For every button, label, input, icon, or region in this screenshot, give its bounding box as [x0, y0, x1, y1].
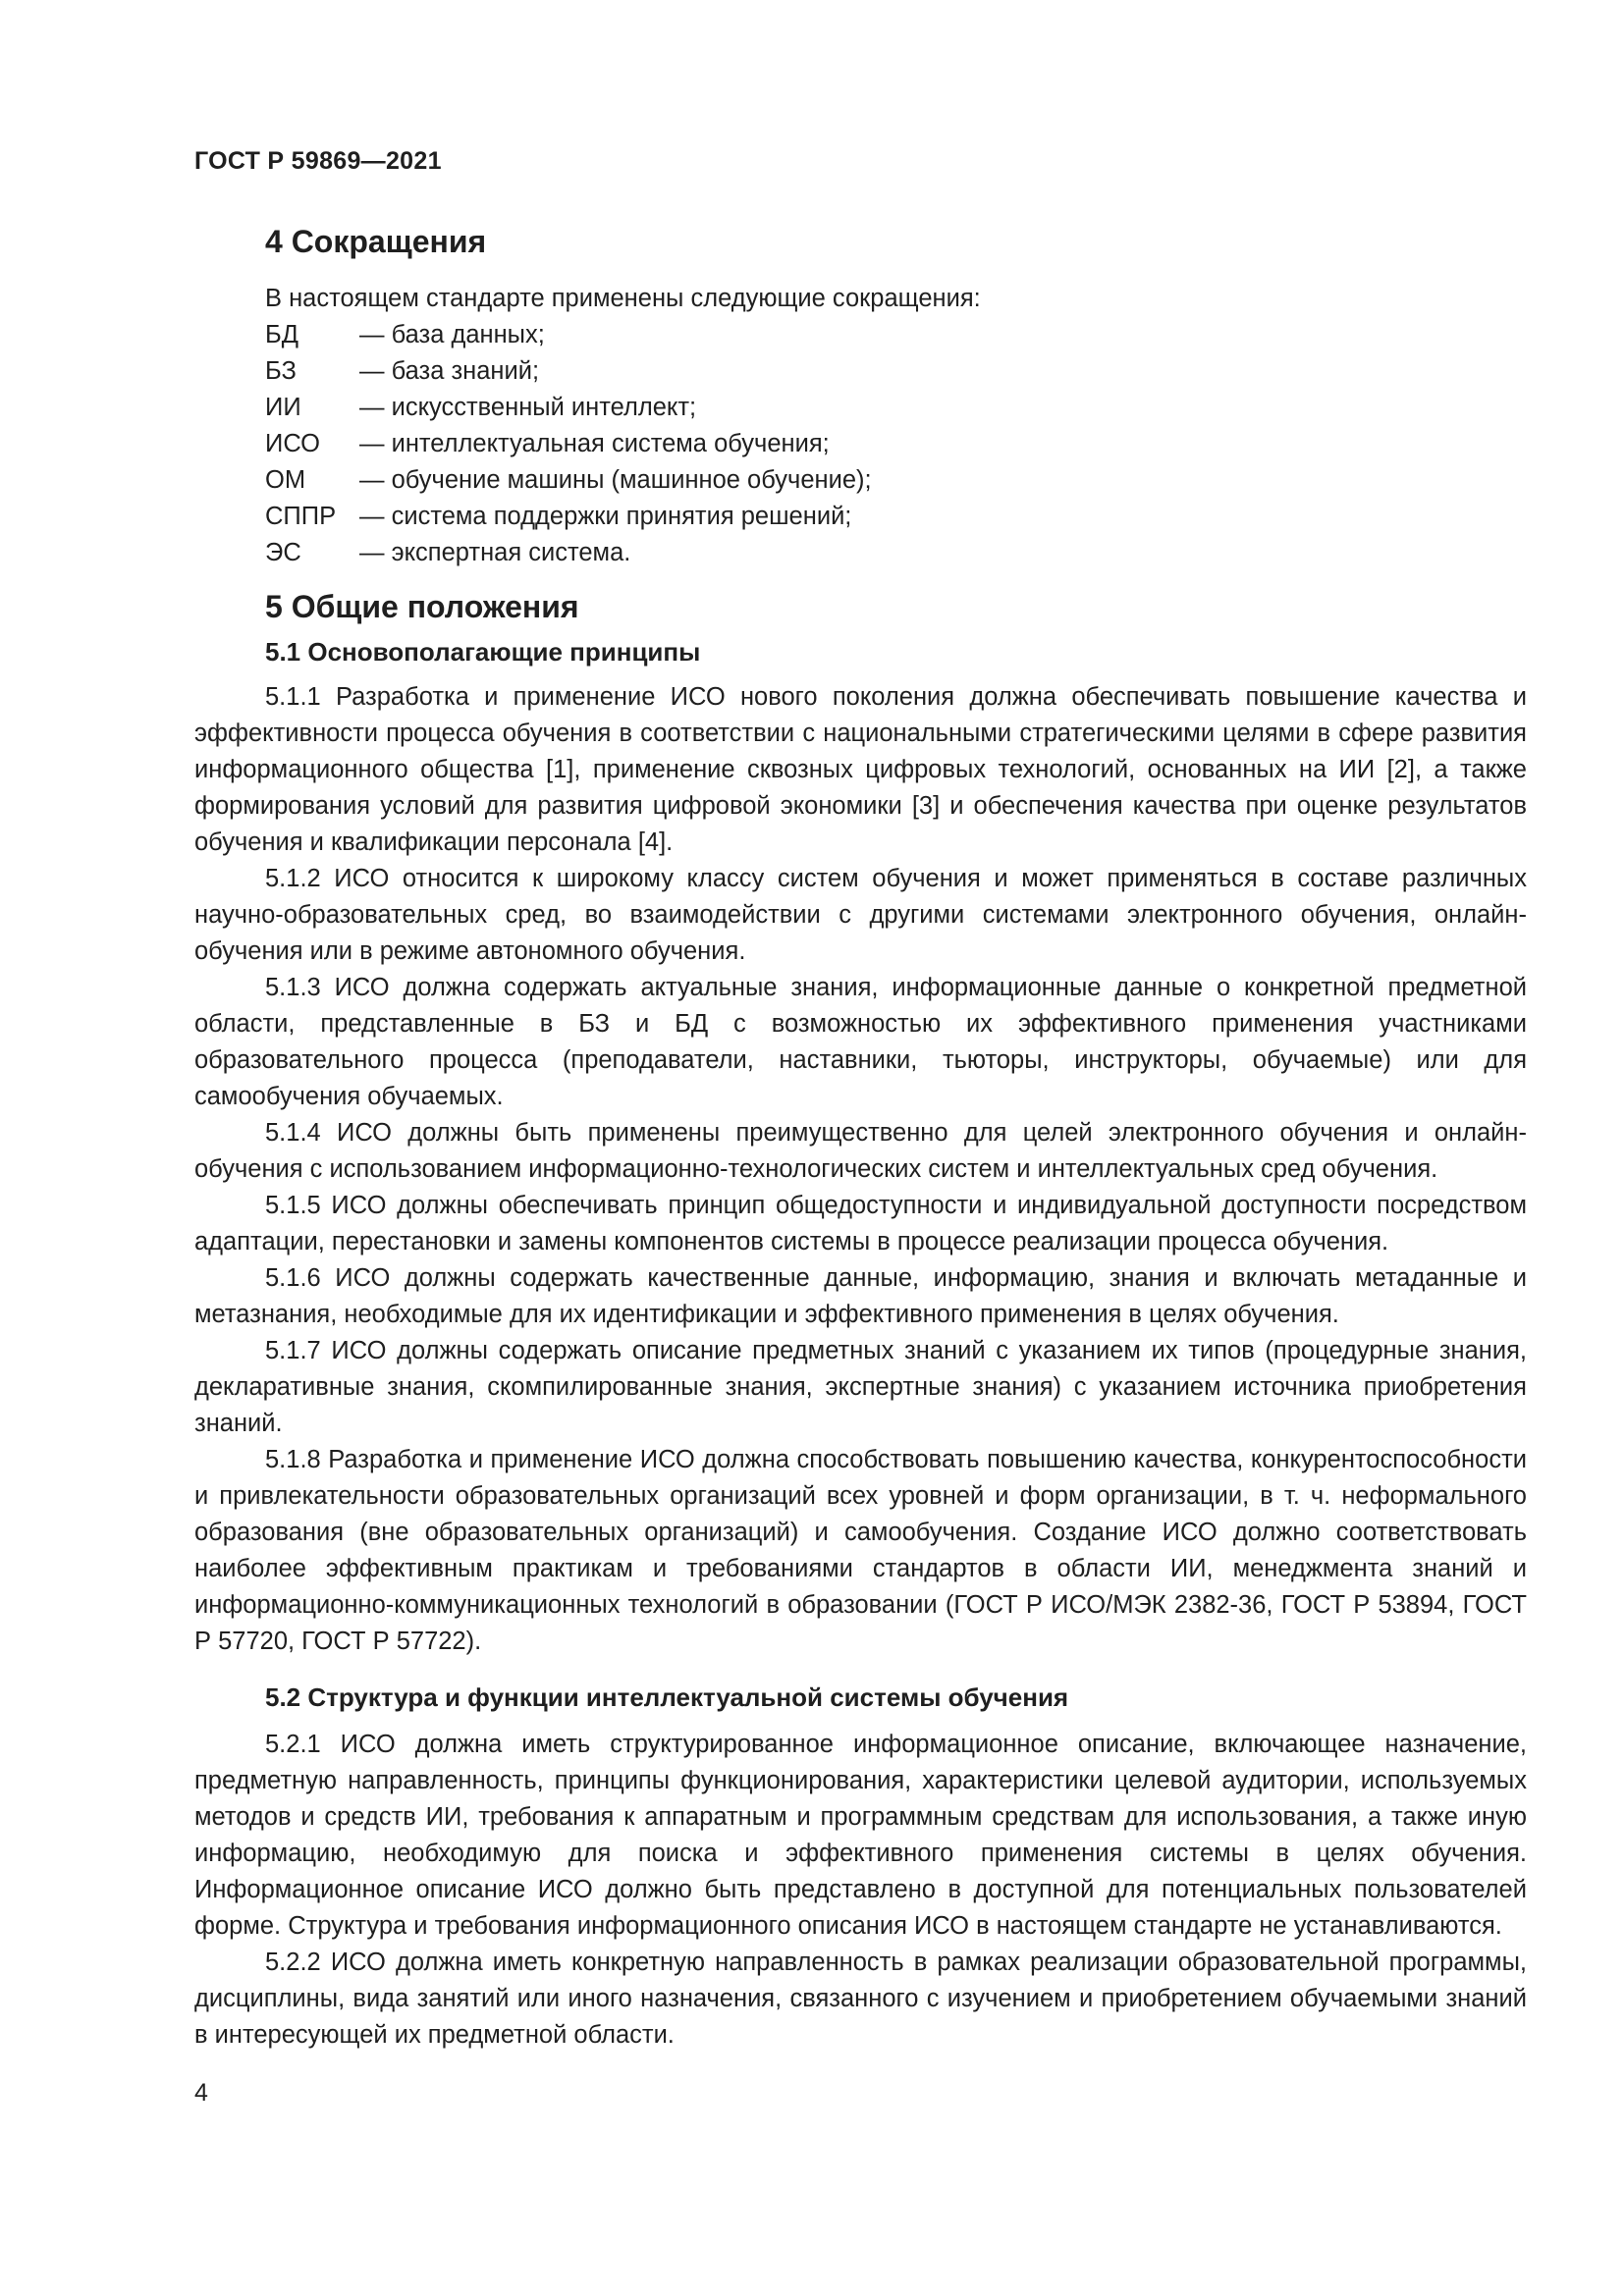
- abbreviation-row: [265, 535, 1527, 571]
- abbreviation-row: [265, 462, 1527, 499]
- abbreviation-row: [265, 499, 1527, 535]
- paragraph-5-1-2: 5.1.2 ИСО относится к широкому классу систем обучения и может применяться в составе различных научно-образовательных сред, во взаимодействии с другими системами электронного обучения, онлайн-обучения или в режиме автономного обучения.: [194, 865, 1527, 965]
- subsection-5-2-title: 5.2 Структура и функции интеллектуальной системы обучения: [265, 1682, 1069, 1712]
- paragraph-5-2-2: 5.2.2 ИСО должна иметь конкретную направленность в рамках реализации образовательной программы, дисциплины, вида занятий или иного назначения, связанного с изучением и приобретением обучаемыми знаний в интересующей их предметной области.: [194, 1949, 1527, 2049]
- abbreviation-row: [265, 353, 1527, 390]
- document-body: [194, 220, 1527, 2054]
- paragraph-5-1-8: 5.1.8 Разработка и применение ИСО должна способствовать повышению качества, конкурентоспособности и привлекательности образовательных организаций всех уровней и форм организации, в т. ч. неформального образования (вне образовательных организаций) и самообучения. Создание ИСО должно соответствовать наиболее эффективным практикам и требованиями стандартов в области ИИ, менеджмента знаний и информационно-коммуникационных технологий в образовании (ГОСТ Р ИСО/МЭК 2382-36, ГОСТ Р 53894, ГОСТ Р 57720, ГОСТ Р 57722).: [194, 1446, 1527, 1655]
- document-header: ГОСТ Р 59869—2021: [194, 147, 442, 175]
- abbreviation-term: ЭС: [265, 539, 301, 566]
- paragraph-5-1-5: 5.1.5 ИСО должны обеспечивать принцип общедоступности и индивидуальной доступности посредством адаптации, перестановки и замены компонентов системы в процессе реализации процесса обучения.: [194, 1192, 1527, 1255]
- paragraph-5-1-6: 5.1.6 ИСО должны содержать качественные данные, информацию, знания и включать метаданные и метазнания, необходимые для их идентификации и эффективного применения в целях обучения.: [194, 1264, 1527, 1328]
- abbreviation-definition: — база данных;: [359, 321, 545, 348]
- abbreviation-term: БД: [265, 321, 299, 348]
- abbreviation-row: [265, 390, 1527, 426]
- abbreviation-definition: — интеллектуальная система обучения;: [359, 430, 830, 457]
- abbreviation-term: ИИ: [265, 394, 301, 421]
- paragraph-5-2-1: 5.2.1 ИСО должна иметь структурированное информационное описание, включающее назначение, предметную направленность, принципы функционирования, характеристики целевой аудитории, используемых методов и средств ИИ, требования к аппаратным и программным средствам для использования, а также иную информацию, необходимую для поиска и эффективного применения системы в целях обучения. Информационное описание ИСО должно быть представлено в доступной для потенциальных пользователей форме. Структура и требования информационного описания ИСО в настоящем стандарте не устанавливаются.: [194, 1731, 1527, 1940]
- abbreviation-term: ИСО: [265, 430, 321, 457]
- paragraph-5-1-7: 5.1.7 ИСО должны содержать описание предметных знаний с указанием их типов (процедурные знания, декларативные знания, скомпилированные знания, экспертные знания) с указанием источника приобретения знаний.: [194, 1337, 1527, 1437]
- abbreviation-definition: — экспертная система.: [359, 539, 631, 566]
- abbreviation-term: СППР: [265, 503, 337, 530]
- paragraph-5-1-4: 5.1.4 ИСО должны быть применены преимущественно для целей электронного обучения и онлайн-обучения с использованием информационно-технологических систем и интеллектуальных сред обучения.: [194, 1119, 1527, 1183]
- page-number: 4: [194, 2079, 208, 2107]
- abbreviation-definition: — искусственный интеллект;: [359, 394, 697, 421]
- subsection-5-1-title: 5.1 Основополагающие принципы: [265, 637, 701, 667]
- abbreviation-row: [265, 317, 1527, 353]
- abbreviation-row: [265, 426, 1527, 462]
- abbreviation-definition: — обучение машины (машинное обучение);: [359, 466, 872, 494]
- paragraph-5-1-3: 5.1.3 ИСО должна содержать актуальные знания, информационные данные о конкретной предметной области, представленные в БЗ и БД с возможностью их эффективного применения участниками образовательного процесса (преподаватели, наставники, тьюторы, инструкторы, обучаемые) или для самообучения обучаемых.: [194, 974, 1527, 1110]
- abbreviations-intro: В настоящем стандарте применены следующие сокращения:: [265, 285, 981, 312]
- abbreviation-definition: — система поддержки принятия решений;: [359, 503, 852, 530]
- abbreviation-term: ОМ: [265, 466, 306, 494]
- abbreviations-list: [265, 317, 1527, 571]
- section-4-title: 4 Сокращения: [265, 224, 487, 259]
- abbreviation-term: БЗ: [265, 357, 297, 385]
- section-5-title: 5 Общие положения: [265, 589, 579, 624]
- abbreviation-definition: — база знаний;: [359, 357, 540, 385]
- paragraph-5-1-1: 5.1.1 Разработка и применение ИСО нового поколения должна обеспечивать повышение качества и эффективности процесса обучения в соответствии с национальными стратегическими целями в сфере развития информационного общества [1], применение сквозных цифровых технологий, основанных на ИИ [2], а также формирования условий для развития цифровой экономики [3] и обеспечения качества при оценке результатов обучения и квалификации персонала [4].: [194, 683, 1527, 856]
